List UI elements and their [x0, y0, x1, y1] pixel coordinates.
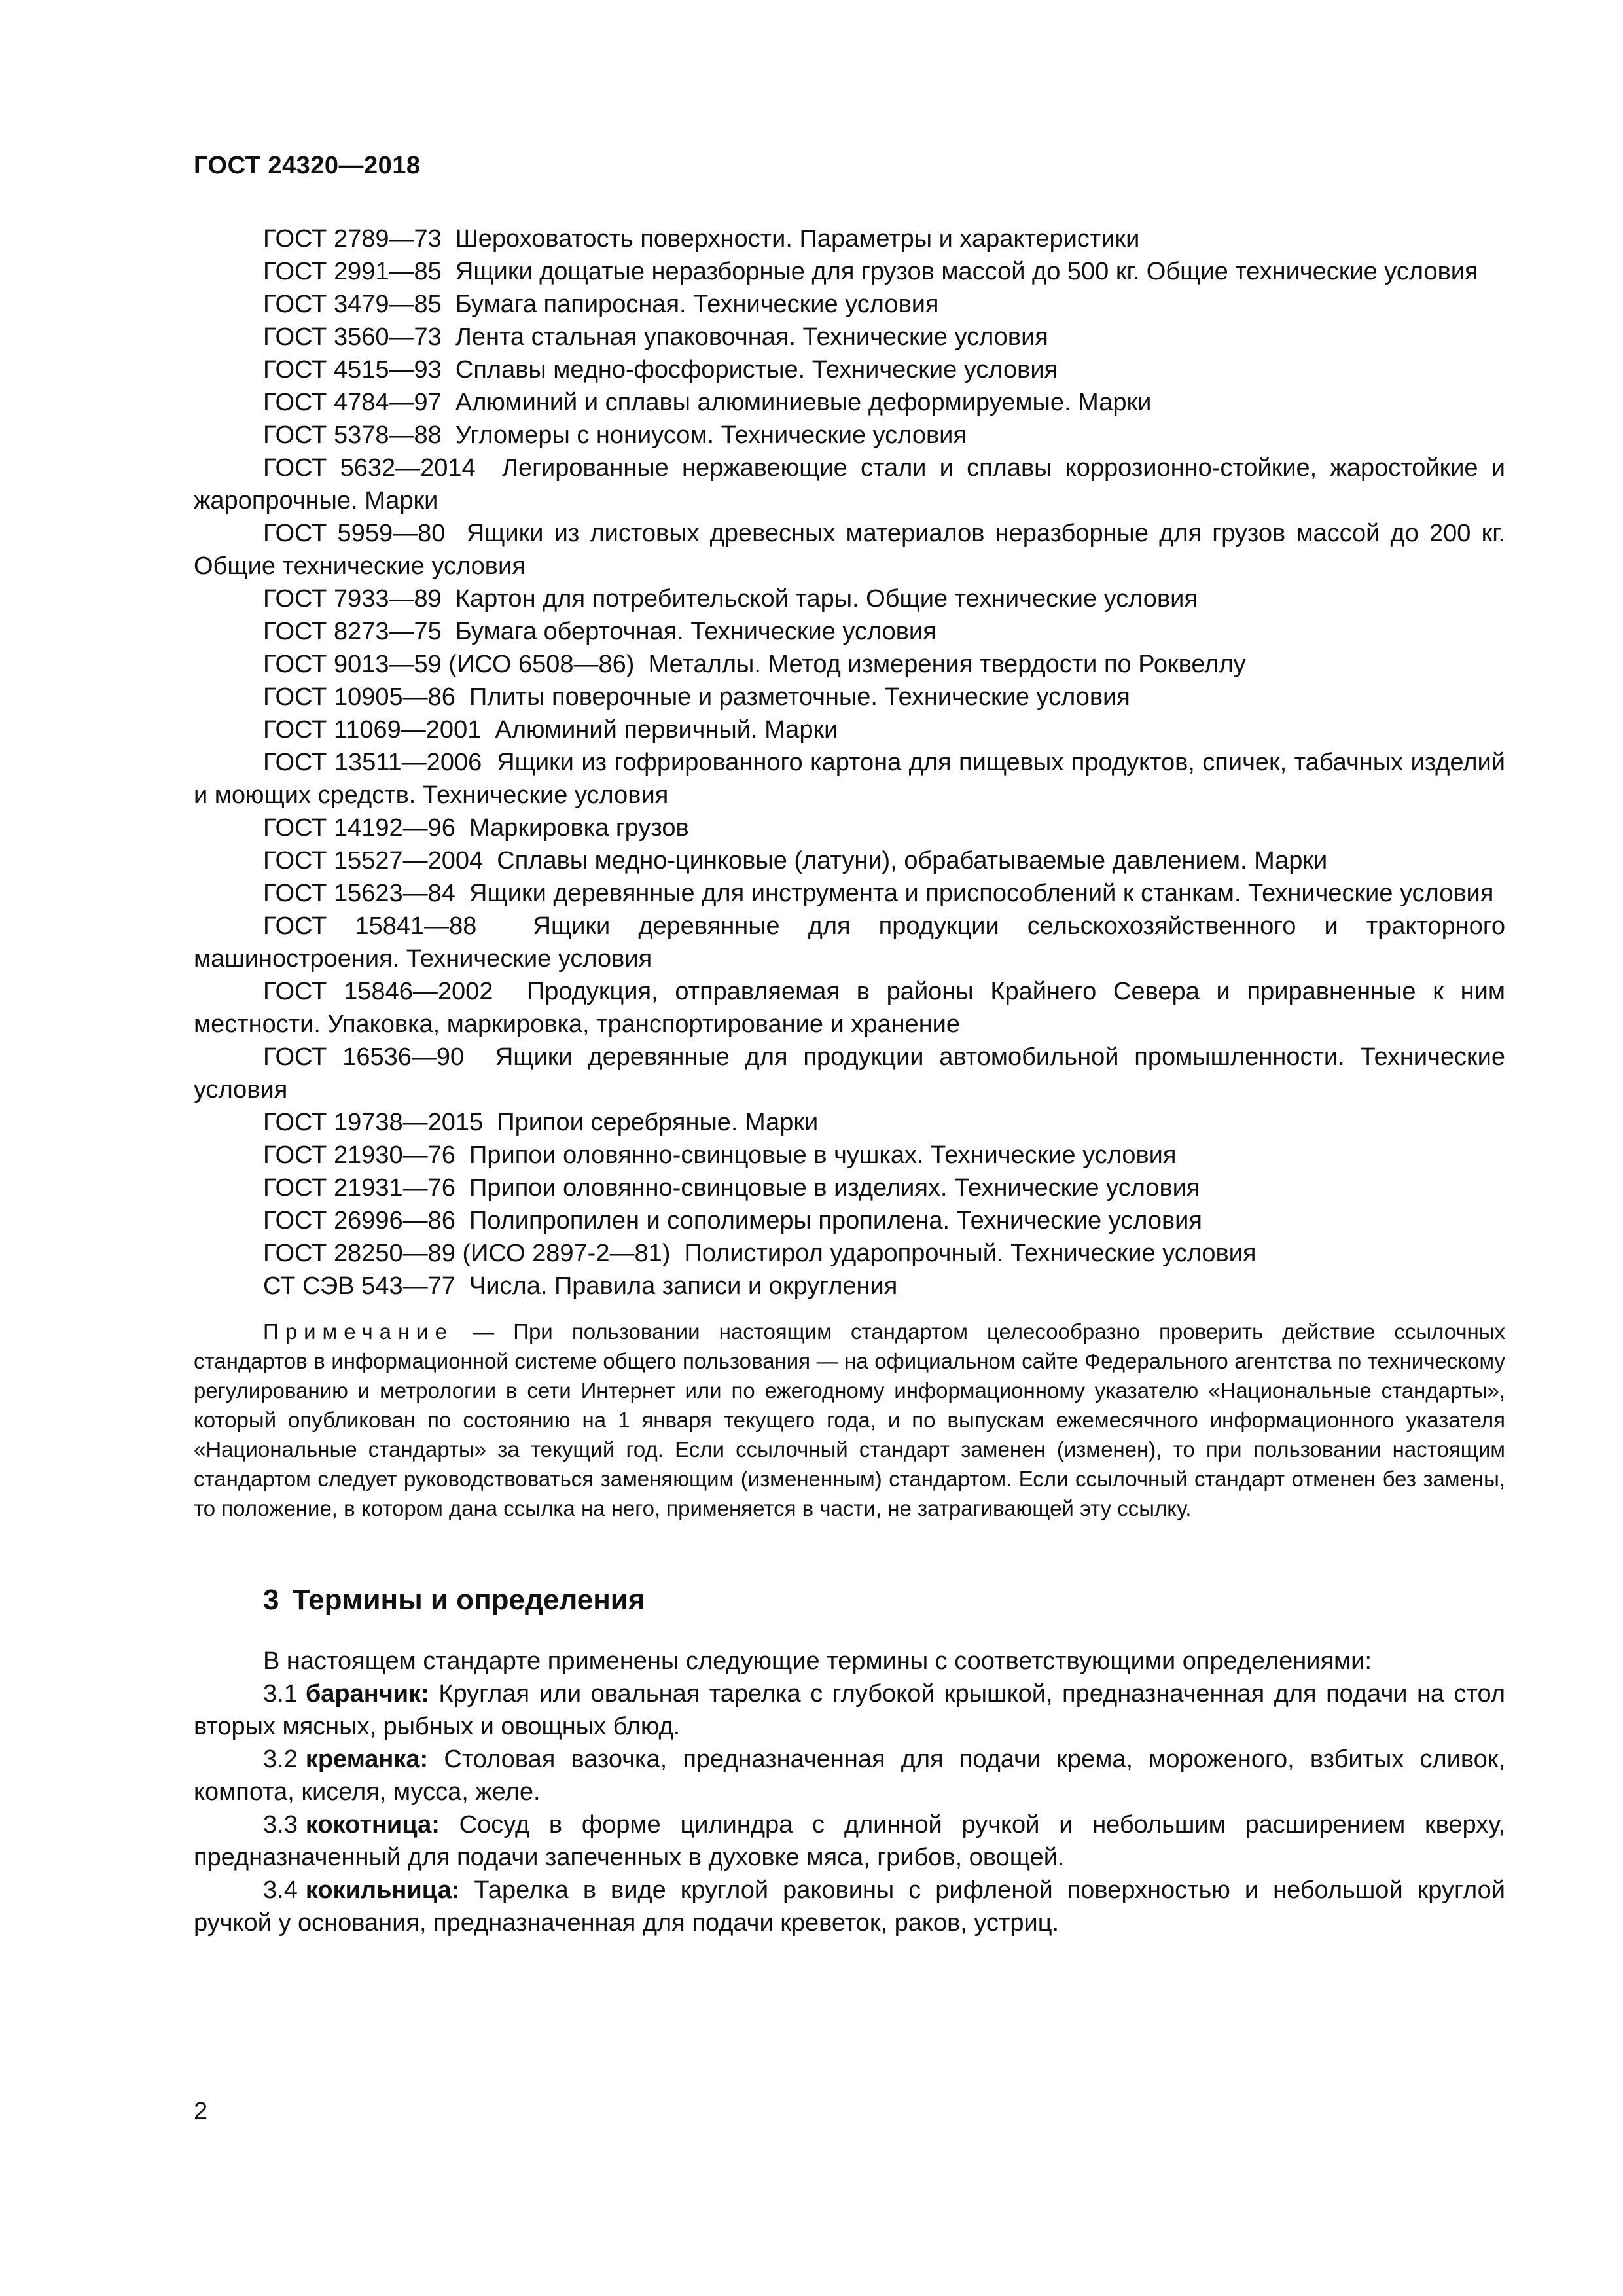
- reference-item: [194, 615, 1505, 648]
- term-number: 3.3: [263, 1811, 298, 1839]
- reference-title: Ящики деревянные для инструмента и приспособлений к станкам. Технические условия: [469, 880, 1494, 907]
- reference-item: [194, 1204, 1505, 1237]
- term-text: Сосуд в форме цилиндра с длинной ручкой и небольшим расширением кверху, предназначенный для подачи запеченных в духовке мяса, грибов, овощей.: [194, 1811, 1505, 1871]
- reference-title: Полистирол ударопрочный. Технические условия: [684, 1240, 1257, 1267]
- reference-code: ГОСТ 4515—93: [263, 356, 442, 384]
- reference-code: ГОСТ 11069—2001: [263, 716, 482, 744]
- reference-item: [194, 812, 1505, 844]
- reference-item: [194, 713, 1505, 746]
- reference-item: [194, 681, 1505, 713]
- term-text: Тарелка в виде круглой раковины с рифленой поверхностью и небольшой круглой ручкой у основания, предназначенная для подачи креветок, раков, устриц.: [194, 1876, 1505, 1937]
- reference-title: Ящики дощатые неразборные для грузов массой до 500 кг. Общие технические условия: [455, 258, 1478, 285]
- reference-title: Припои оловянно-свинцовые в изделиях. Технические условия: [469, 1174, 1200, 1202]
- reference-item: [194, 877, 1505, 910]
- reference-code: ГОСТ 5378—88: [263, 422, 442, 449]
- reference-item: [194, 1237, 1505, 1270]
- reference-code: ГОСТ 10905—86: [263, 683, 455, 711]
- reference-title: Маркировка грузов: [469, 814, 689, 842]
- reference-title: Лента стальная упаковочная. Технические условия: [455, 323, 1048, 351]
- reference-item: [194, 1270, 1505, 1302]
- terms-list: [194, 1677, 1505, 1939]
- reference-title: Ящики деревянные для продукции сельскохозяйственного и тракторного машиностроения. Технические условия: [194, 912, 1506, 973]
- reference-code: ГОСТ 19738—2015: [263, 1109, 484, 1136]
- term-definition: [194, 1874, 1505, 1939]
- term-number: 3.1: [263, 1680, 298, 1708]
- reference-title: Легированные нержавеющие стали и сплавы коррозионно-стойкие, жаростойкие и жаропрочные. Марки: [194, 454, 1505, 514]
- reference-code: ГОСТ 9013—59 (ИСО 6508—86): [263, 651, 635, 678]
- reference-item: [194, 583, 1505, 615]
- reference-title: Полипропилен и сополимеры пропилена. Технические условия: [469, 1207, 1202, 1234]
- reference-title: Ящики из гофрированного картона для пищевых продуктов, спичек, табачных изделий и моющих средств. Технические условия: [194, 749, 1505, 809]
- reference-code: ГОСТ 15846—2002: [263, 978, 493, 1005]
- reference-title: Картон для потребительской тары. Общие технические условия: [455, 585, 1198, 613]
- term-definition: [194, 1743, 1505, 1808]
- reference-code: ГОСТ 26996—86: [263, 1207, 455, 1234]
- reference-title: Металлы. Метод измерения твердости по Роквеллу: [648, 651, 1246, 678]
- reference-code: ГОСТ 28250—89 (ИСО 2897-2—81): [263, 1240, 671, 1267]
- reference-item: [194, 1139, 1505, 1172]
- reference-title: Алюминий и сплавы алюминиевые деформируемые. Марки: [455, 389, 1152, 416]
- reference-title: Припои серебряные. Марки: [497, 1109, 819, 1136]
- reference-item: [194, 353, 1505, 386]
- reference-code: ГОСТ 2789—73: [263, 225, 442, 253]
- term-text: Столовая вазочка, предназначенная для подачи крема, мороженого, взбитых сливок, компота, киселя, мусса, желе.: [194, 1746, 1505, 1806]
- reference-code: СТ СЭВ 543—77: [263, 1272, 455, 1300]
- reference-code: ГОСТ 21930—76: [263, 1141, 455, 1169]
- reference-item: [194, 844, 1505, 877]
- reference-code: ГОСТ 3560—73: [263, 323, 442, 351]
- page-content: [194, 223, 1505, 1939]
- reference-code: ГОСТ 14192—96: [263, 814, 455, 842]
- term-number: 3.4: [263, 1876, 298, 1904]
- reference-title: Шероховатость поверхности. Параметры и характеристики: [455, 225, 1140, 253]
- reference-title: Числа. Правила записи и округления: [469, 1272, 898, 1300]
- reference-code: ГОСТ 15623—84: [263, 880, 455, 907]
- reference-item: [194, 1041, 1505, 1106]
- term-definition: [194, 1808, 1505, 1874]
- term-word: кокильница:: [305, 1876, 460, 1904]
- reference-code: ГОСТ 21931—76: [263, 1174, 455, 1202]
- reference-code: ГОСТ 7933—89: [263, 585, 442, 613]
- reference-code: ГОСТ 16536—90: [263, 1043, 465, 1071]
- term-word: баранчик:: [305, 1680, 429, 1708]
- reference-item: [194, 648, 1505, 681]
- reference-item: [194, 517, 1505, 583]
- section-heading: [263, 1581, 1505, 1620]
- reference-code: ГОСТ 8273—75: [263, 618, 442, 645]
- reference-item: [194, 288, 1505, 321]
- section-title: Термины и определения: [292, 1584, 645, 1616]
- term-definition: [194, 1677, 1505, 1743]
- reference-item: [194, 223, 1505, 255]
- reference-code: ГОСТ 13511—2006: [263, 749, 482, 776]
- term-number: 3.2: [263, 1746, 298, 1773]
- reference-item: [194, 910, 1505, 975]
- section-number: 3: [263, 1584, 279, 1616]
- reference-title: Продукция, отправляемая в районы Крайнего Севера и приравненные к ним местности. Упаковка, маркировка, транспортирование и хранение: [194, 978, 1505, 1038]
- reference-code: ГОСТ 5959—80: [263, 520, 446, 547]
- reference-item: [194, 321, 1505, 353]
- reference-title: Плиты поверочные и разметочные. Технические условия: [469, 683, 1130, 711]
- reference-item: [194, 1106, 1505, 1139]
- reference-code: ГОСТ 15527—2004: [263, 847, 484, 874]
- reference-code: ГОСТ 15841—88: [263, 912, 477, 940]
- reference-code: ГОСТ 4784—97: [263, 389, 442, 416]
- reference-title: Алюминий первичный. Марки: [495, 716, 838, 744]
- reference-item: [194, 419, 1505, 452]
- reference-title: Припои оловянно-свинцовые в чушках. Технические условия: [469, 1141, 1177, 1169]
- note-label: Примечание: [263, 1319, 454, 1344]
- reference-title: Сплавы медно-фосфористые. Технические условия: [455, 356, 1058, 384]
- reference-title: Ящики деревянные для продукции автомобильной промышленности. Технические условия: [194, 1043, 1505, 1103]
- reference-item: [194, 975, 1505, 1041]
- page-number: 2: [194, 2098, 208, 2125]
- term-word: креманка:: [305, 1746, 429, 1773]
- document-header: ГОСТ 24320—2018: [194, 152, 421, 179]
- normative-references-list: [194, 223, 1505, 1302]
- reference-title: Бумага папиросная. Технические условия: [455, 291, 939, 318]
- note-text: — При пользовании настоящим стандартом целесообразно проверить действие ссылочных стандартов в информационной системе общего пользования — на официальном сайте Федерального агентства по техническому регулированию и метрологии в сети Интернет или по ежегодному информационному указателю «Национальные стандарты», который опубликован по состоянию на 1 января текущего года, и по выпускам ежемесячного информационного указателя «Национальные стандарты» за текущий год. Если ссылочный стандарт заменен (изменен), то при пользовании настоящим стандартом следует руководствоваться заменяющим (измененным) стандартом. Если ссылочный стандарт отменен без замены, то положение, в котором дана ссылка на него, применяется в части, не затрагивающей эту ссылку.: [194, 1319, 1505, 1520]
- note-paragraph: [194, 1317, 1505, 1523]
- term-text: Круглая или овальная тарелка с глубокой крышкой, предназначенная для подачи на стол вторых мясных, рыбных и овощных блюд.: [194, 1680, 1505, 1740]
- reference-title: Бумага оберточная. Технические условия: [455, 618, 936, 645]
- reference-item: [194, 452, 1505, 517]
- reference-code: ГОСТ 3479—85: [263, 291, 442, 318]
- reference-item: [194, 1172, 1505, 1204]
- reference-title: Ящики из листовых древесных материалов неразборные для грузов массой до 200 кг. Общие технические условия: [194, 520, 1505, 580]
- reference-code: ГОСТ 5632—2014: [263, 454, 476, 482]
- reference-item: [194, 386, 1505, 419]
- section-intro: В настоящем стандарте применены следующие термины с соответствующими определениями:: [263, 1647, 1372, 1675]
- reference-item: [194, 255, 1505, 288]
- reference-item: [194, 746, 1505, 812]
- reference-title: Угломеры с нониусом. Технические условия: [455, 422, 967, 449]
- reference-title: Сплавы медно-цинковые (латуни), обрабатываемые давлением. Марки: [497, 847, 1328, 874]
- term-word: кокотница:: [305, 1811, 440, 1839]
- reference-code: ГОСТ 2991—85: [263, 258, 442, 285]
